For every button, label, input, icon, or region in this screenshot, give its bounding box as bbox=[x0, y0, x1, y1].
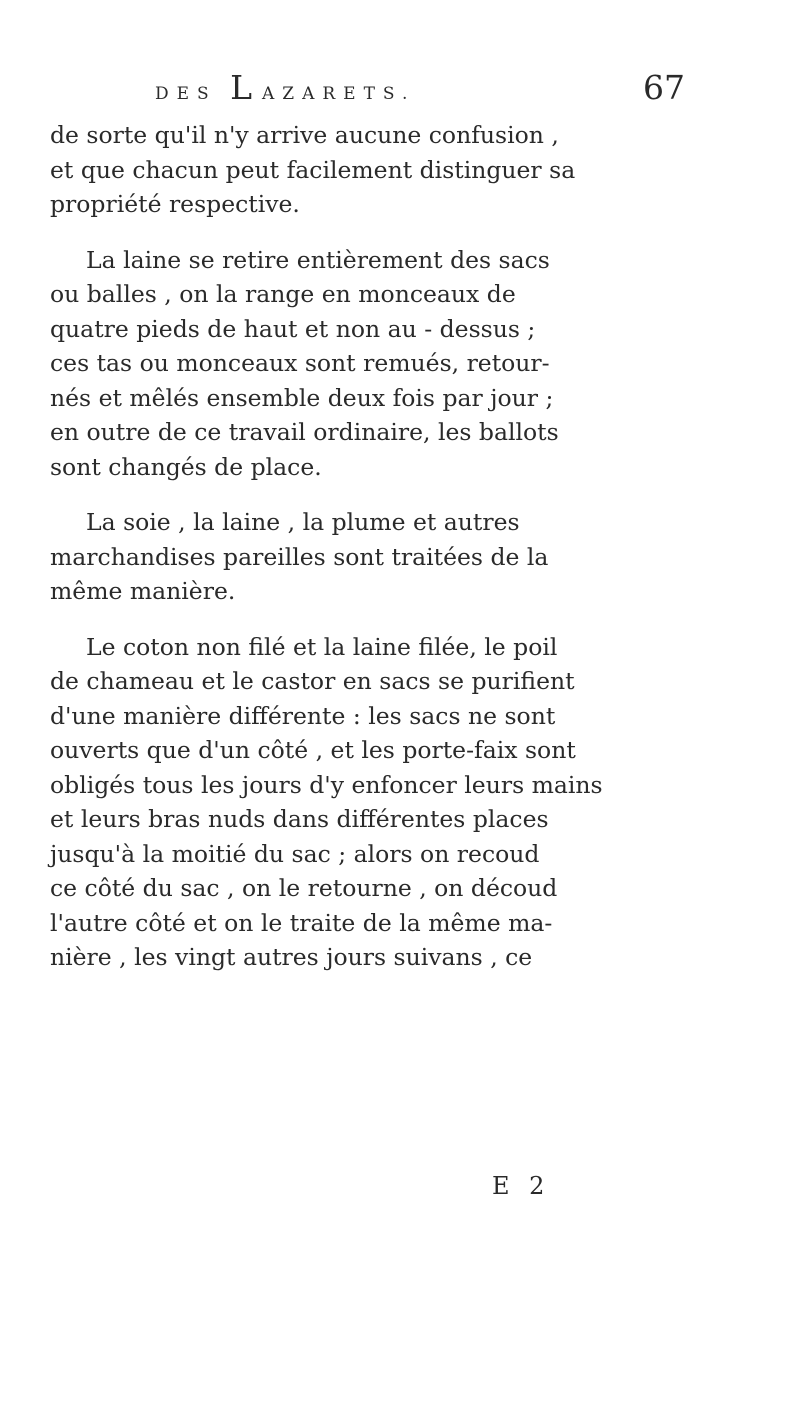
text-line: de sorte qu'il n'y arrive aucune confusion , bbox=[50, 121, 559, 149]
text-line: et que chacun peut facilement distinguer sa bbox=[50, 155, 576, 184]
text-line: La laine se retire entièrement des sacs bbox=[86, 245, 550, 274]
text-line: propriété respective. bbox=[50, 190, 300, 218]
running-head-initial: L bbox=[230, 68, 263, 107]
body-text bbox=[50, 118, 690, 996]
paragraph bbox=[50, 505, 690, 609]
running-head bbox=[155, 68, 415, 107]
page-header bbox=[155, 68, 685, 118]
text-line: ouverts que d'un côté , et les porte-faix sont bbox=[50, 736, 576, 764]
text-line: ou balles , on la range en monceaux de bbox=[50, 280, 516, 308]
text-line: en outre de ce travail ordinaire, les ballots bbox=[50, 418, 559, 446]
text-line: jusqu'à la moitié du sac ; alors on recoud bbox=[50, 839, 540, 868]
signature-mark: E 2 bbox=[492, 1172, 551, 1200]
text-line: obligés tous les jours d'y enfoncer leurs mains bbox=[50, 770, 603, 799]
text-line: ces tas ou monceaux sont remués, retour- bbox=[50, 349, 550, 377]
text-line: ce côté du sac , on le retourne , on découd bbox=[50, 874, 558, 902]
text-line: La soie , la laine , la plume et autres bbox=[86, 508, 520, 536]
text-line: nière , les vingt autres jours suivans , ce bbox=[50, 943, 533, 971]
text-line: quatre pieds de haut et non au - dessus ; bbox=[50, 314, 536, 343]
text-line: et leurs bras nuds dans différentes places bbox=[50, 805, 549, 833]
running-head-des: DES bbox=[155, 84, 231, 104]
text-line: marchandises pareilles sont traitées de la bbox=[50, 542, 549, 571]
text-line: nés et mêlés ensemble deux fois par jour ; bbox=[50, 383, 554, 412]
text-line: sont changés de place. bbox=[50, 452, 322, 481]
text-line: Le coton non filé et la laine filée, le poil bbox=[86, 632, 558, 661]
paragraph bbox=[50, 118, 690, 222]
running-head-lazarets: AZARETS. bbox=[262, 84, 416, 104]
paragraph bbox=[50, 630, 690, 975]
page-number: 67 bbox=[643, 68, 685, 107]
text-line: l'autre côté et on le traite de la même ma- bbox=[50, 908, 553, 937]
paragraph bbox=[50, 243, 690, 485]
text-line: de chameau et le castor en sacs se purifient bbox=[50, 667, 575, 695]
text-line: même manière. bbox=[50, 577, 236, 605]
text-line: d'une manière différente : les sacs ne sont bbox=[50, 701, 556, 730]
